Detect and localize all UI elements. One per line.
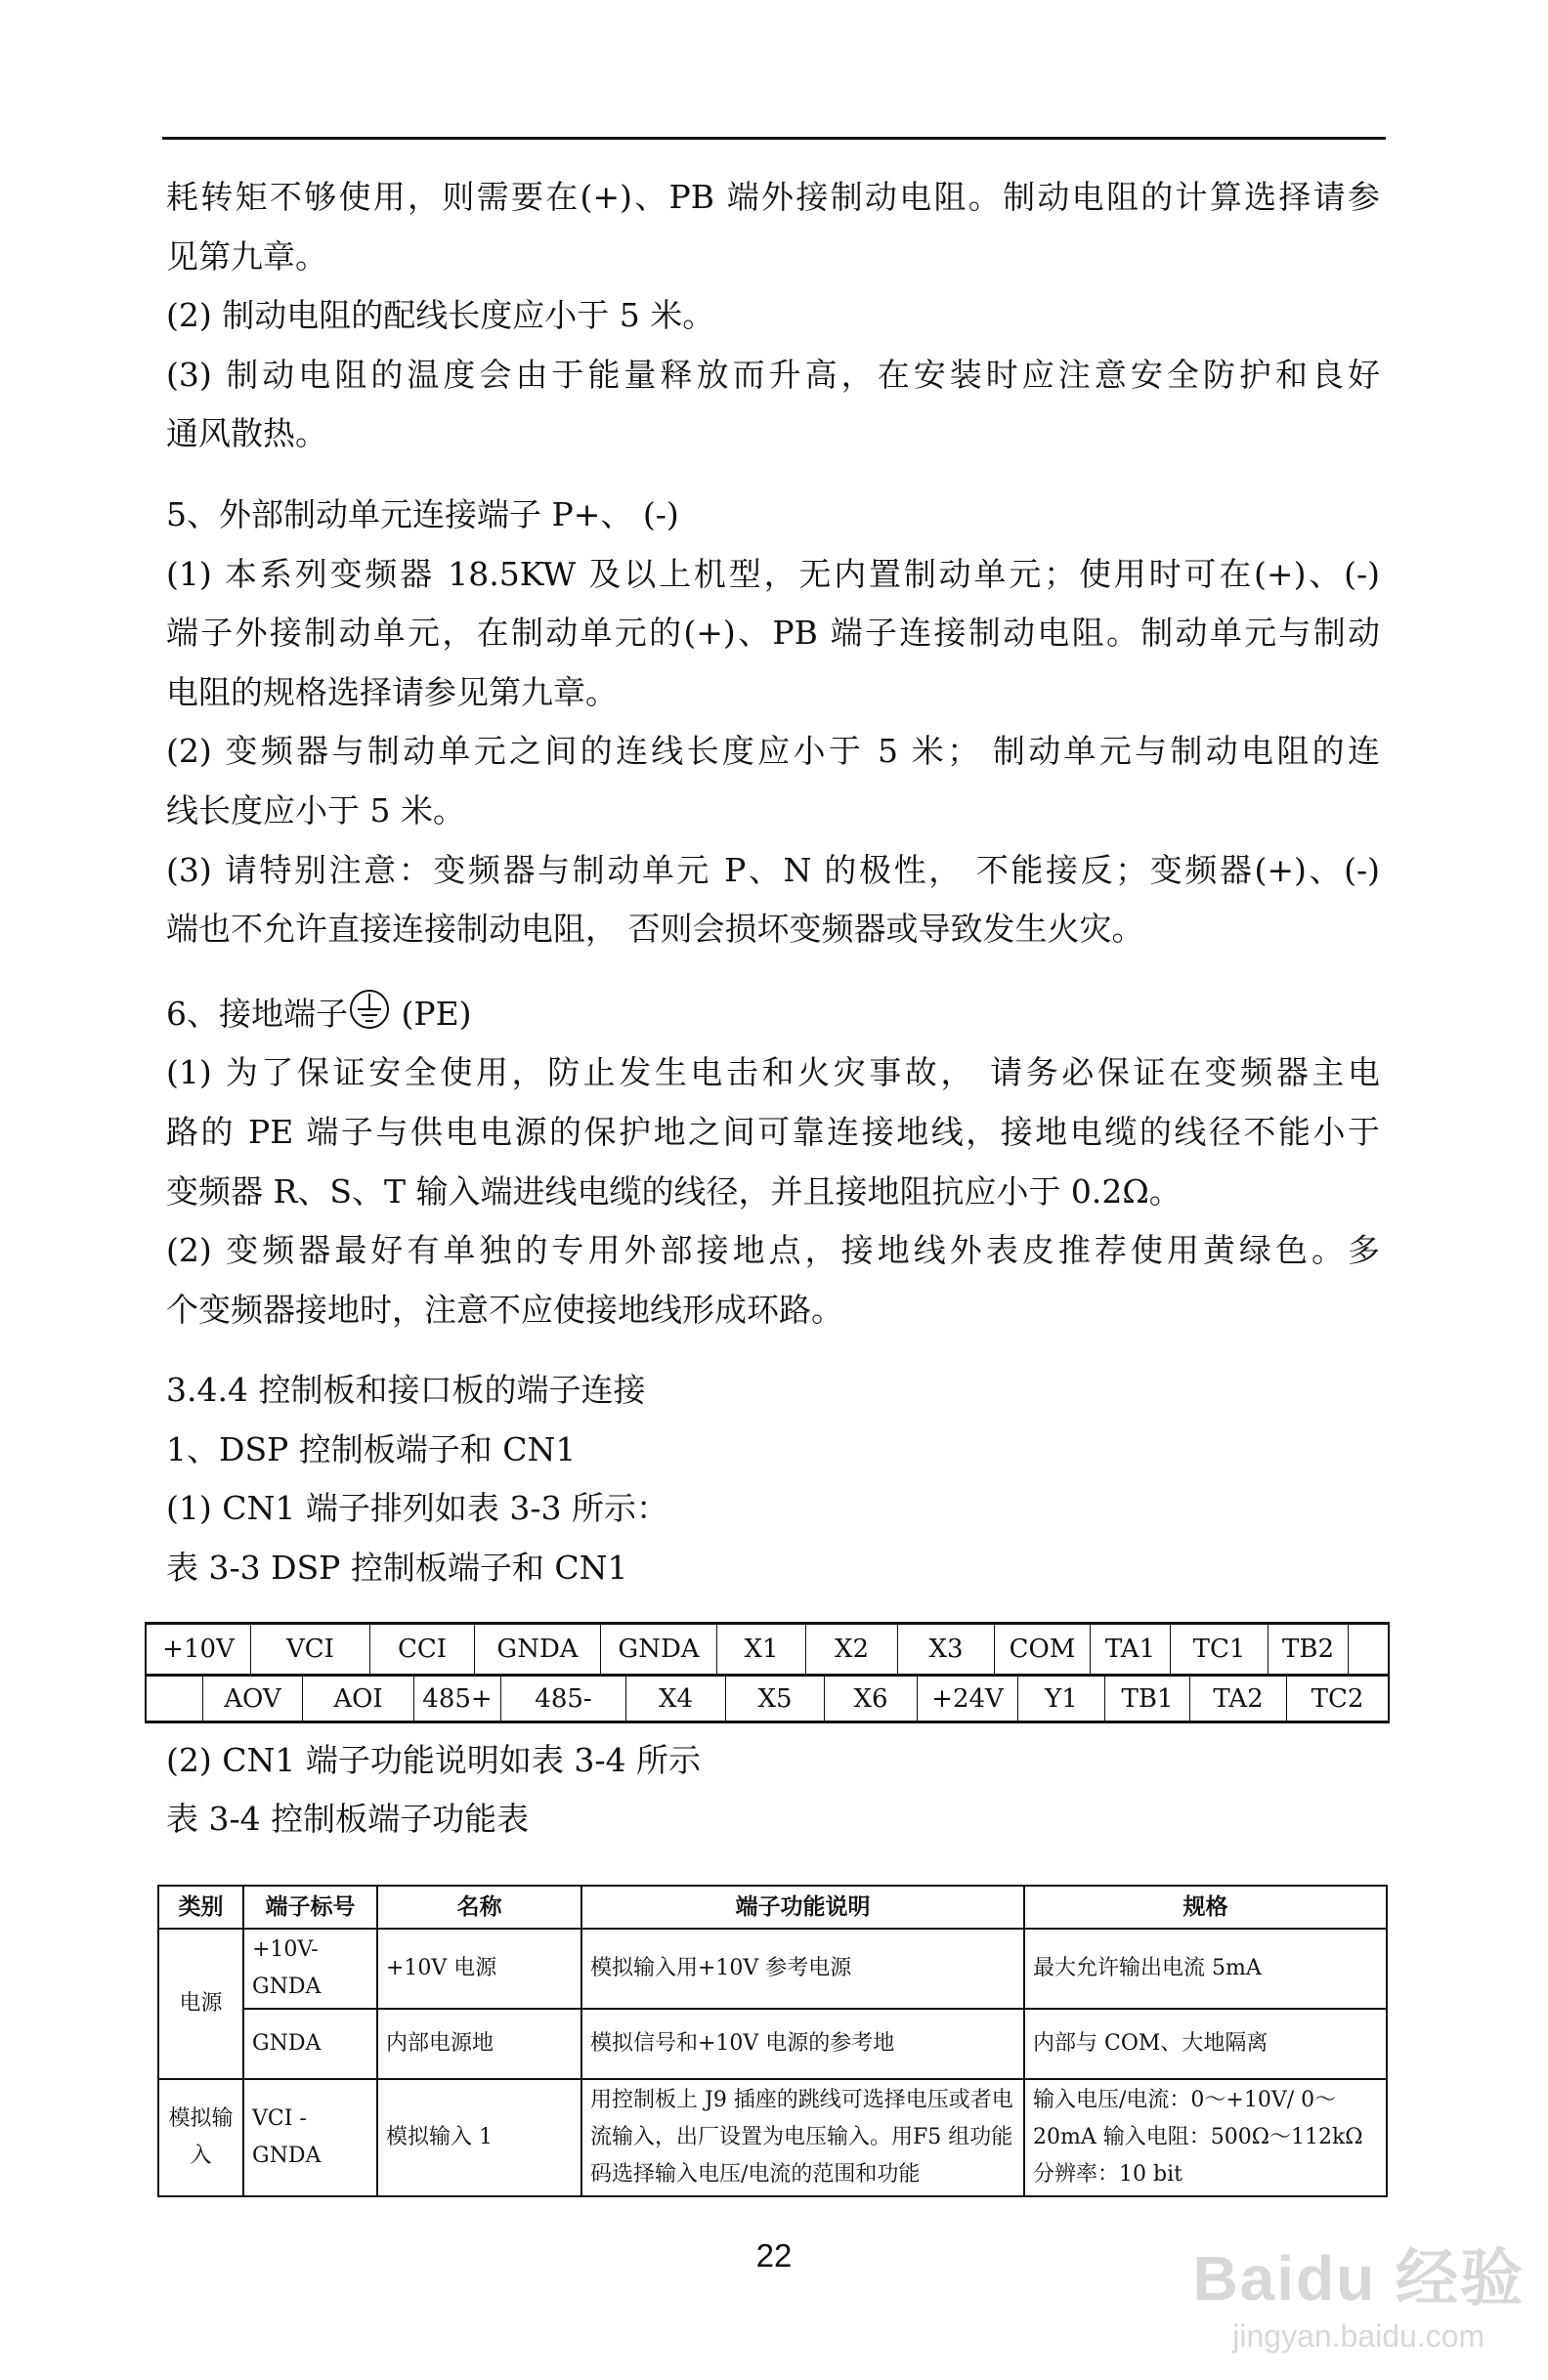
terminal-cell: TB2 [1268,1625,1349,1674]
paragraph-line: (1) 为了保证安全使用，防止发生电击和火灾事故， 请务必保证在变频器主电 [166,1053,1380,1092]
paragraph-line: (1) 本系列变频器 18.5KW 及以上机型，无内置制动单元；使用时可在(+)、(-) [166,554,1380,593]
header-rule [162,137,1386,140]
paragraph-line: 个变频器接地时，注意不应使接地线形成环路。 [166,1290,843,1329]
paragraph-line: 端也不允许直接连接制动电阻， 否则会损坏变频器或导致发生火灾。 [166,910,1144,949]
terminal-cell: AOV [203,1675,303,1723]
document-body [166,168,1380,1849]
terminal-cell: +24V [918,1675,1018,1723]
column-header: 端子功能说明 [581,1886,1024,1929]
terminal-cell: COM [995,1625,1091,1674]
heading-text: 6、接地端子 [166,994,348,1033]
paragraph-line: 耗转矩不够使用，则需要在(+)、PB 端外接制动电阻。制动电阻的计算选择请参 [166,178,1380,216]
table-cell: VCI - GNDA [243,2079,377,2196]
table-cell: 模拟输入用+10V 参考电源 [581,1929,1024,2009]
paragraph-line: (3) 制动电阻的温度会由于能量释放而升高，在安装时应注意安全防护和良好 [166,355,1380,394]
section-heading: 3.4.4 控制板和接口板的端子连接 [166,1371,646,1410]
section-heading [166,985,1380,1044]
terminal-cell: 485- [501,1675,626,1723]
watermark [1192,2229,1525,2355]
terminal-cell [147,1675,203,1723]
terminal-cell: X2 [806,1625,898,1674]
category-cell: 电源 [158,1929,243,2079]
terminal-cell: TC1 [1171,1625,1268,1674]
terminal-cell: TC2 [1311,1684,1364,1714]
table-cell: +10V- GNDA [243,1929,377,2009]
terminal-function-table [157,1885,1388,2197]
heading-text-pe: (PE) [401,994,472,1033]
terminal-cell: +10V [147,1625,251,1674]
table-cell: 输入电压/电流：0～+10V/ 0～20mA 输入电阻：500Ω～112kΩ 分辨率：10 bit [1024,2079,1387,2196]
terminal-row-1 [147,1625,1388,1677]
paragraph-line: (2) 变频器最好有单独的专用外部接地点，接地线外表皮推荐使用黄绿色。多 [166,1231,1380,1270]
terminal-row-2 [147,1675,1388,1723]
table-cell: 内部与 COM、大地隔离 [1024,2009,1387,2079]
category-cell: 模拟输入 [158,2079,243,2196]
page-number: 22 [755,2237,793,2274]
table-cell: 模拟输入 1 [377,2079,581,2196]
table-row [158,1929,1387,2009]
terminal-cell: CCI [370,1625,475,1674]
table-cell: 模拟信号和+10V 电源的参考地 [581,2009,1024,2079]
paragraph-line: 线长度应小于 5 米。 [166,790,465,829]
table-cell: 最大允许输出电流 5mA [1024,1929,1387,2009]
column-header: 名称 [377,1886,581,1929]
terminal-cell: X6 [825,1675,918,1723]
table-caption: 表 3-3 DSP 控制板端子和 CN1 [166,1549,628,1588]
column-header: 规格 [1024,1886,1387,1929]
column-header: 类别 [158,1886,243,1929]
watermark-url: jingyan.baidu.com [1232,2318,1485,2354]
paragraph-line: 见第九章。 [166,236,327,276]
table-cell: +10V 电源 [377,1929,581,2009]
paragraph-line: 通风散热。 [166,414,327,453]
terminal-cell: X1 [717,1625,806,1674]
paragraph-line: (2) 制动电阻的配线长度应小于 5 米。 [166,296,715,335]
terminal-cell: GNDA [601,1625,717,1674]
table-cell: GNDA [243,2009,377,2079]
column-header: 端子标号 [243,1886,377,1929]
subsection-heading: 1、DSP 控制板端子和 CN1 [166,1429,577,1468]
paragraph-line: 变频器 R、S、T 输入端进线电缆的线径，并且接地阻抗应小于 0.2Ω。 [166,1171,1182,1211]
terminal-cell: 485+ [414,1675,501,1723]
ground-icon [348,988,391,1031]
terminal-cell: X5 [726,1675,825,1723]
watermark-logo: Baidu 经验 [1192,2243,1525,2314]
terminal-cell: TB1 [1105,1675,1190,1723]
paragraph-line: (2) 变频器与制动单元之间的连线长度应小于 5 米； 制动单元与制动电阻的连 [166,732,1380,771]
terminal-cell: X3 [898,1625,995,1674]
terminal-cell: GNDA [475,1625,601,1674]
paragraph-line: 端子外接制动单元，在制动单元的(+)、PB 端子连接制动电阻。制动单元与制动 [166,614,1380,653]
table-caption: 表 3-4 控制板端子功能表 [166,1800,530,1839]
table-cell: 内部电源地 [377,2009,581,2079]
terminal-cell: X4 [626,1675,726,1723]
paragraph-line: (2) CN1 端子功能说明如表 3-4 所示 [166,1740,701,1779]
terminal-cell: Y1 [1018,1675,1105,1723]
paragraph-line: 路的 PE 端子与供电电源的保护地之间可靠连接地线，接地电缆的线径不能小于 [166,1112,1380,1151]
table-row [158,2079,1387,2196]
terminal-cell [1349,1625,1388,1674]
paragraph-line: (3) 请特别注意：变频器与制动单元 P、N 的极性， 不能接反；变频器(+)、(-) [166,850,1380,889]
table-cell: 用控制板上 J9 插座的跳线可选择电压或者电流输入，出厂设置为电压输入。用F5 组功能码选择输入电压/电流的范围和功能 [581,2079,1024,2196]
terminal-cell: AOI [303,1675,414,1723]
terminal-cell: TA2 [1190,1675,1287,1723]
paragraph-line: 电阻的规格选择请参见第九章。 [166,672,618,711]
terminal-cell: TA1 [1091,1625,1171,1674]
terminal-cell: VCI [251,1625,370,1674]
table-row [158,2009,1387,2079]
terminal-layout-table [145,1622,1390,1723]
paragraph-line: (1) CN1 端子排列如表 3-3 所示： [166,1489,668,1528]
table-header-row [158,1886,1387,1929]
section-heading: 5、外部制动单元连接端子 P+、 (-) [166,494,679,533]
